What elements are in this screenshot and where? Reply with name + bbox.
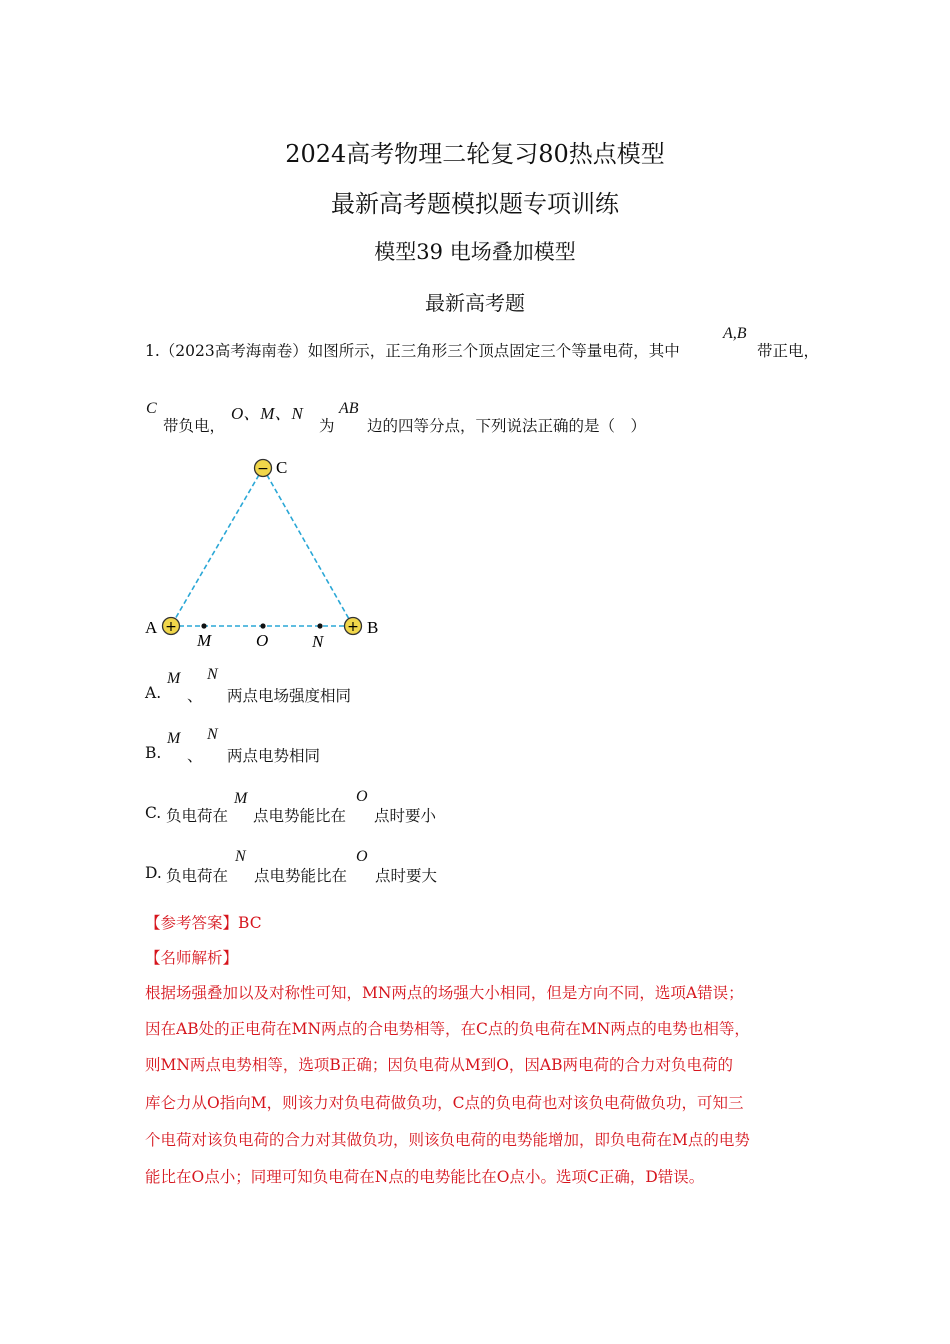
option-sep: 、: [187, 747, 203, 765]
point-O: [260, 623, 265, 628]
analysis-line-6: 能比在O点小；同理可知负电荷在N点的电势能比在O点小。选项C正确，D错误。: [145, 1168, 705, 1186]
option-pre: 负电荷在: [166, 867, 229, 885]
option-sym-2: N: [207, 666, 218, 683]
option-mid: 点电势能比在: [253, 807, 347, 825]
title-line-1: 2024高考物理二轮复习80热点模型: [285, 140, 665, 168]
option-sym-1: N: [235, 848, 246, 865]
answer-line: [145, 911, 262, 933]
option-prefix: C.: [145, 804, 162, 822]
triangle-figure: [140, 450, 400, 655]
analysis-line-3: 则MN两点电势相等，选项B正确；因负电荷从M到O，因AB两电荷的合力对负电荷的: [145, 1056, 733, 1074]
question-source: （2023高考海南卷）: [159, 342, 308, 360]
label-O: O: [256, 631, 269, 650]
side-CB: [263, 468, 353, 626]
option-prefix: B.: [145, 744, 162, 762]
analysis-line-4: 库仑力从O指向M，则该力对负电荷做负功，C点的负电荷也对该负电荷做负功，可知三: [145, 1094, 744, 1112]
question-text-d: 为: [319, 417, 335, 435]
option-sym-2: N: [207, 726, 218, 743]
point-N: [317, 623, 322, 628]
option-sym-1: M: [167, 730, 181, 747]
label-C: C: [276, 458, 288, 477]
option-mid: 点电势能比在: [254, 867, 348, 885]
pos-sign-A: +: [165, 619, 177, 635]
analysis-label: 【名师解析】: [145, 949, 239, 967]
charge-A: [163, 618, 180, 636]
analysis-line-2: 因在AB处的正电荷在MN两点的合电势相等，在C点的负电荷在MN两点的电势也相等，: [145, 1020, 750, 1038]
answer-label: 【参考答案】: [145, 914, 239, 932]
question-line-1: [145, 339, 680, 361]
option-prefix: A.: [145, 684, 162, 702]
answer-value: BC: [238, 914, 262, 932]
point-M: [201, 623, 206, 628]
label-M: M: [197, 631, 212, 650]
charge-B: [345, 618, 362, 636]
label-A: A: [145, 618, 158, 637]
option-sym-2: O: [356, 848, 368, 865]
option-sep: 、: [187, 687, 203, 705]
option-prefix: D.: [145, 864, 162, 882]
analysis-line-5: 个电荷对该负电荷的合力对其做负功，则该负电荷的电势能增加，即负电荷在M点的电势: [145, 1131, 750, 1149]
title-line-3: 模型39 电场叠加模型: [374, 240, 576, 264]
title-line-2: 最新高考题模拟题专项训练: [331, 190, 619, 218]
symbol-AB: AB: [339, 400, 359, 417]
option-sym-2: O: [356, 788, 368, 805]
option-text: 点时要小: [374, 807, 437, 825]
label-N: N: [312, 632, 324, 651]
question-text-a: 如图所示，正三角形三个顶点固定三个等量电荷，其中: [307, 342, 680, 360]
charge-C: [255, 460, 272, 478]
symbol-OMN: O、M、N: [231, 404, 303, 423]
question-number: 1.: [145, 342, 160, 360]
symbol-C: C: [146, 400, 157, 417]
option-sym-1: M: [234, 790, 248, 807]
question-text-b: 带正电，: [757, 342, 820, 360]
option-sym-1: M: [167, 670, 181, 687]
label-B: B: [367, 618, 379, 637]
option-text: 两点电势相同: [227, 747, 321, 765]
section-heading: 最新高考题: [425, 291, 525, 315]
neg-sign: −: [257, 461, 269, 477]
side-CA: [171, 468, 263, 626]
option-text: 点时要大: [375, 867, 438, 885]
option-pre: 负电荷在: [166, 807, 229, 825]
question-text-e: 边的四等分点，下列说法正确的是（ ）: [367, 417, 647, 435]
symbol-AB-comma: A,B: [723, 325, 747, 342]
pos-sign-B: +: [347, 619, 359, 635]
question-text-c: 带负电，: [163, 417, 226, 435]
analysis-line-1: 根据场强叠加以及对称性可知，MN两点的场强大小相同，但是方向不同，选项A错误；: [145, 984, 744, 1002]
option-text: 两点电场强度相同: [227, 687, 352, 705]
